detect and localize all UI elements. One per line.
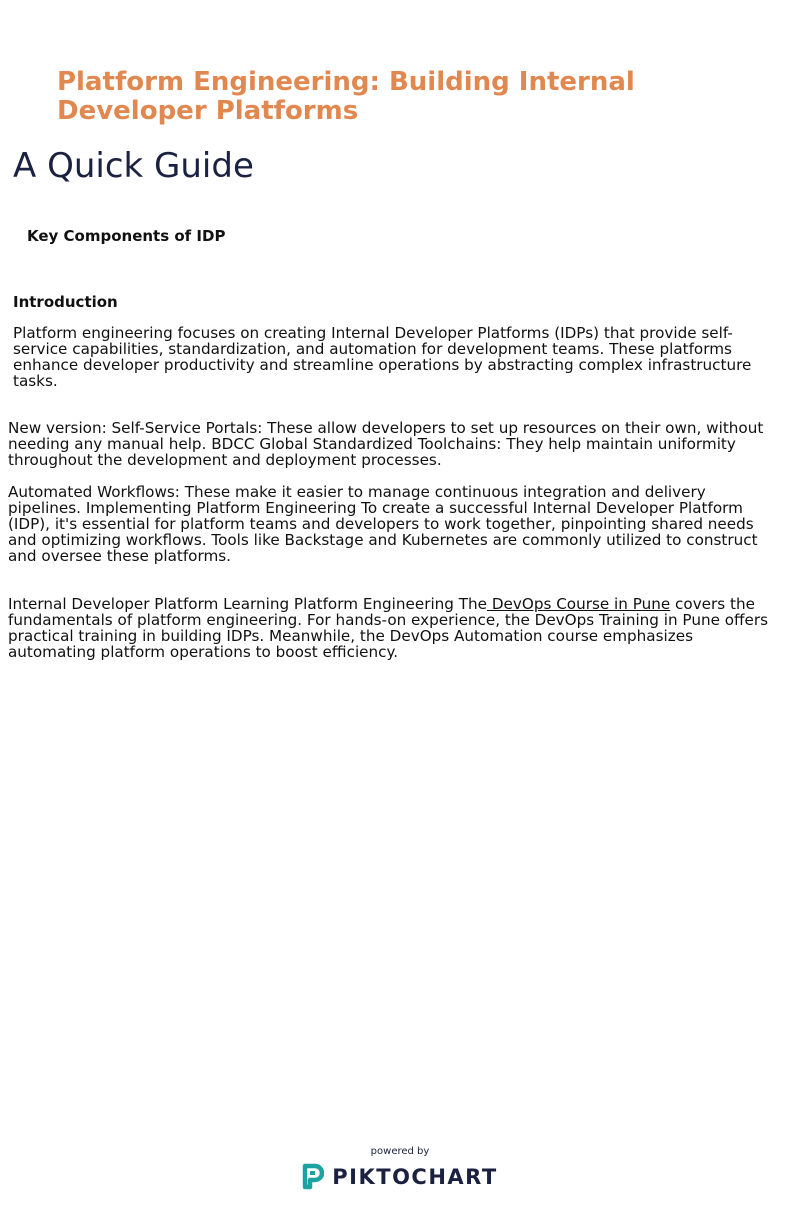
piktochart-footer [0, 1146, 800, 1195]
powered-by-label: powered by [370, 1146, 430, 1157]
introduction-heading: Introduction [13, 293, 118, 311]
key-components-heading: Key Components of IDP [27, 227, 226, 245]
piktochart-logo-icon [302, 1163, 324, 1190]
piktochart-wordmark: PIKTOCHART [332, 1164, 498, 1189]
automated-workflows-paragraph: Automated Workflows: These make it easier to manage continuous integration and delivery pipelines. Implementing Platform Engineering To create a successful Internal Developer Platform (IDP), it's essential for platform teams and developers to work together, pinpointing shared needs and optimizing workflows. Tools like Backstage and Kubernetes are commonly utilized to construct and oversee these platforms. [8, 483, 758, 565]
devops-course-link[interactable]: DevOps Course in Pune [487, 595, 671, 613]
piktochart-brand-link[interactable] [302, 1163, 497, 1190]
idp-learning-paragraph [8, 596, 768, 660]
idp-paragraph-lead-text: Internal Developer Platform Learning Platform Engineering The [8, 595, 488, 613]
page-subtitle: A Quick Guide [13, 146, 254, 186]
idp-paragraph-trailing-text: covers the fundamentals of platform engineering. For hands-on experience, the DevOps Training in Pune offers practical training in building IDPs. Meanwhile, the DevOps Automation course emphasizes automating platform operations to boost efficiency. [8, 595, 769, 661]
page-title: Platform Engineering: Building Internal Developer Platforms [57, 67, 635, 126]
introduction-paragraph: Platform engineering focuses on creating Internal Developer Platforms (IDPs) that provide self-service capabilities, standardization, and automation for development teams. These platforms enhance developer productivity and streamline operations by abstracting complex infrastructure tasks. [13, 324, 752, 390]
new-version-paragraph: New version: Self-Service Portals: These allow developers to set up resources on their own, without needing any manual help. BDCC Global Standardized Toolchains: They help maintain uniformity throughout the development and deployment processes. [8, 419, 764, 469]
